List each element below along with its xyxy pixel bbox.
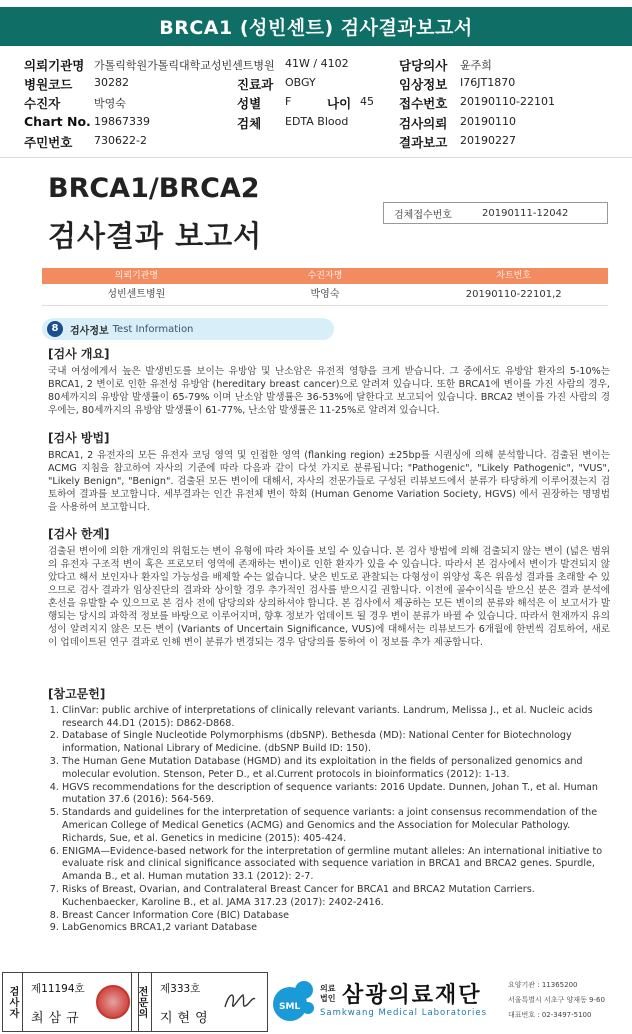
report-main-title: 검사결과 보고서 bbox=[48, 219, 263, 253]
info-value-cell: 성빈센트병원 bbox=[107, 289, 166, 300]
info-value-cell: 20190110-22101,2 bbox=[465, 289, 562, 300]
specialist-info bbox=[152, 973, 267, 1031]
institution-label: 의뢰기관명 bbox=[24, 58, 85, 73]
report-title: BRCA1 (성빈센트) 검사결과보고서 bbox=[159, 17, 473, 39]
footer bbox=[0, 970, 632, 1034]
overview-text: 국내 여성에게서 높은 발생빈도를 보이는 유방암 및 난소암은 유전적 영향을 크게 받습니다. 그 중에서도 유방암 환자의 5-10%는 BRCA1, 2 변이로 인한 유전성 유방암 (hereditary breast cancer)으로 알려져 있습니다. 또한 BRCA1에 변이를 가진 사람의 경우, 80세까지의 유방암 발생률이 65-79% 이며 난소암 발생률은 36-53%에 달한다고 보고되어 있습니다. BRCA2 변이를 가진 사람의 경우에는, 80세까지의 유방암 발생률이 61-77%, 난소암 발생률은 11-25%로 알려져 있습니다. bbox=[48, 366, 610, 416]
recipient-value: 박영숙 bbox=[94, 97, 126, 110]
info-header-cell: 수진자명 bbox=[307, 271, 343, 281]
top-banner bbox=[0, 0, 632, 50]
institution-value: 가톨릭학원가톨릭대학교성빈센트병원 bbox=[94, 59, 275, 72]
list-item: 8. Breast Cancer Information Core (BIC) Database bbox=[62, 910, 610, 923]
hospital-code-value: 30282 bbox=[94, 76, 129, 89]
limitations-text: 검출된 변이에 의한 개개인의 위험도는 변이 유형에 따라 차이를 보일 수 있습니다. 본 검사 방법에 의해 검출되지 않는 변이 (넓은 범위의 유전자 구조적 변이 혹은 프로모터 영역에 존재하는 변이)로 인한 환자가 있을 수 있습니다. 따라서 본 검사에서 변이가 발견되지 않았다고 해서 보인자나 환자일 가능성을 배제할 수는 없습니다. 낮은 빈도로 관찰되는 다형성이 위양성 혹은 위음성 결과를 초래할 수 있으므로 검사 결과가 임상진단의 결과와 상이할 경우 추가적인 검사를 받으시길 권합니다. 이전에 골수이식을 받으신 분은 결과 분석에 혼선을 유발할 수 있으므로 본 검사 전에 담당의와 상의하셔야 합니다. 본 검사에서 제공하는 모든 변이의 분류와 해석은 이 보고서가 발행되는 당시의 과학적 정보를 바탕으로 이루어지며, 향후 정보가 업데이트 될 경우 변이 분류가 바뀔 수 있습니다. 따라서 현재까지 유의성이 알려지지 않은 모든 변이 (Variants of Uncertain Significance, VUS)에 대해서는 리뷰보드가 6개월에 한번씩 검토하여, 새로이 업데이트된 연구 결과로 인해 변이 분류가 변경되는 경우 담당의를 통하여 이 정보를 추가 제공합니다. bbox=[48, 546, 610, 648]
contact-phone: 대표번호 : 02-3497-5100 bbox=[508, 1011, 592, 1019]
clinical-value: I76JT1870 bbox=[460, 76, 516, 89]
info-header-cell: 차트번호 bbox=[496, 271, 532, 281]
seal-stamp-icon bbox=[96, 985, 130, 1019]
list-item: 5. Standards and guidelines for the interpretation of sequence variants: a joint consensus recommendation of the American College of Medical Genetics (ACMG) and Genomics and the Association for Molecular Pathology. Richards, Sue, et al. Genetics in medicine (2015): 405-424. bbox=[62, 807, 610, 845]
contact-institution-code: 요양기관 : 11365200 bbox=[508, 981, 578, 989]
ward-value: 41W / 4102 bbox=[285, 57, 349, 70]
logo-prefix: 의료법인 bbox=[320, 984, 336, 1003]
specialist-signature-block bbox=[131, 972, 268, 1032]
section-number-icon: 8 bbox=[47, 321, 63, 337]
info-value-cell: 박영숙 bbox=[310, 289, 340, 300]
specimen-receipt-label: 검체접수번호 bbox=[394, 209, 452, 221]
request-value: 20190110 bbox=[460, 115, 516, 128]
doctor-value: 윤주희 bbox=[460, 59, 492, 72]
receipt-value: 20190110-22101 bbox=[460, 95, 555, 108]
overview-section bbox=[48, 348, 610, 417]
lab-logo bbox=[272, 970, 632, 1034]
department-label: 진료과 bbox=[237, 77, 274, 92]
limitations-heading: [검사 한계] bbox=[48, 527, 110, 541]
test-information-pill bbox=[42, 318, 334, 340]
rrn-label: 주민번호 bbox=[24, 135, 73, 150]
report-title-bar bbox=[0, 7, 632, 46]
inspector-signature-block bbox=[2, 972, 139, 1032]
divider bbox=[0, 157, 632, 161]
logo-name: 삼광의료재단 bbox=[342, 983, 482, 1008]
doctor-label: 담당의사 bbox=[399, 58, 448, 73]
lab-contact-info bbox=[508, 978, 605, 1023]
reference-list bbox=[48, 705, 610, 935]
specimen-value: EDTA Blood bbox=[285, 115, 349, 128]
overview-heading: [검사 개요] bbox=[48, 347, 110, 361]
info-table-row bbox=[42, 284, 608, 306]
age-label: 나이 bbox=[327, 96, 352, 111]
method-heading: [검사 방법] bbox=[48, 431, 110, 445]
logo-mark-text: SML bbox=[279, 1002, 301, 1012]
inspector-side-label: 검사자 bbox=[3, 973, 23, 1031]
method-section bbox=[48, 432, 610, 514]
references-heading: [참고문헌] bbox=[48, 687, 106, 701]
specimen-receipt-value: 20190111-12042 bbox=[482, 207, 569, 219]
references-section bbox=[48, 688, 610, 935]
sex-label: 성별 bbox=[237, 96, 262, 111]
hospital-code-label: 병원코드 bbox=[24, 77, 73, 92]
method-text: BRCA1, 2 유전자의 모든 유전자 코딩 영역 및 인접한 영역 (flanking region) ±25bp를 시퀀싱에 의해 분석합니다. 검출된 변이는 ACMG 지침을 참고하여 자사의 기준에 따라 다음과 같이 다섯 가지로 분류됩니다; "Pathogenic", "Likely Pathogenic", "VUS", "Likely Benign", "Benign". 검출된 모든 변이에 대해서, 자사의 전문가들로 구성된 리뷰보드에서 분류가 타당하게 이루어졌는지 검토하여 결과를 보고합니다. 세부결과는 인간 유전체 변이 학회 (Human Genome Variation Society, HGVS) 에서 권장하는 명명법을 사용하여 보고합니다. bbox=[48, 450, 610, 513]
recipient-label: 수진자 bbox=[24, 96, 61, 111]
clinical-label: 임상정보 bbox=[399, 77, 448, 92]
specialist-name: 지현영 bbox=[160, 1011, 213, 1026]
list-item: 7. Risks of Breast, Ovarian, and Contralateral Breast Cancer for BRCA1 and BRCA2 Mutation Carriers. Kuchenbaecker, Karoline B., et al. JAMA 317.23 (2017): 2402-2416. bbox=[62, 884, 610, 910]
info-table-header bbox=[42, 268, 608, 284]
logo-english-name: Samkwang Medical Laboratories bbox=[320, 1008, 488, 1018]
section-label-en: Test Information bbox=[112, 323, 194, 335]
list-item: 2. Database of Single Nucleotide Polymorphisms (dbSNP). Bethesda (MD): National Center for Biotechnology information, National Library of Medicine. (dbSNP Build ID: 150). bbox=[62, 730, 610, 756]
report-value: 20190227 bbox=[460, 134, 516, 147]
list-item: 9. LabGenomics BRCA1,2 variant Database bbox=[62, 922, 610, 935]
specimen-receipt-box bbox=[383, 202, 608, 224]
request-label: 검사의뢰 bbox=[399, 116, 448, 131]
list-item: 3. The Human Gene Mutation Database (HGMD) and its exploitation in the fields of personalized genomics and molecular evolution. Stenson, Peter D., et al.Current protocols in bioinformatics (2012): 1-13. bbox=[62, 756, 610, 782]
request-info-table bbox=[42, 268, 608, 308]
limitations-section bbox=[48, 528, 610, 649]
specialist-side-label: 전문의 bbox=[132, 973, 152, 1031]
section-label-ko: 검사정보 bbox=[70, 325, 109, 337]
specialist-license: 제333호 bbox=[160, 983, 201, 995]
sml-logo-icon bbox=[272, 978, 316, 1024]
inspector-info bbox=[23, 973, 138, 1031]
department-value: OBGY bbox=[285, 76, 316, 89]
specimen-label: 검체 bbox=[237, 116, 262, 131]
list-item: 6. ENIGMA—Evidence-based network for the interpretation of germline mutant alleles: An international initiative to evaluate risk and clinical significance associated with sequence variation in BRCA1 and BRCA2 genes. Spurdle, Amanda B., et al. Human mutation 33.1 (2012): 2-7. bbox=[62, 846, 610, 884]
rrn-value: 730622-2 bbox=[94, 134, 147, 147]
age-value: 45 bbox=[360, 95, 374, 108]
report-label: 결과보고 bbox=[399, 135, 448, 150]
list-item: 4. HGVS recommendations for the description of sequence variants: 2016 Update. Dunnen, Johan T., et al. Human mutation 37.6 (2016): 564-569. bbox=[62, 782, 610, 808]
chart-label: Chart No. bbox=[24, 114, 91, 129]
inspector-name: 최삼규 bbox=[31, 1011, 84, 1026]
patient-header bbox=[0, 52, 632, 152]
receipt-label: 접수번호 bbox=[399, 96, 448, 111]
info-header-cell: 의뢰기관명 bbox=[114, 271, 159, 281]
scanned-report bbox=[18, 164, 624, 964]
sex-value: F bbox=[285, 95, 292, 108]
list-item: 1. ClinVar: public archive of interpretations of clinically relevant variants. Landrum, Melissa J., et al. Nucleic acids research 44.D1 (2015): D862-D868. bbox=[62, 705, 610, 731]
inspector-license: 제11194호 bbox=[31, 983, 85, 995]
contact-address: 서울특별시 서초구 양재동 9-60 bbox=[508, 996, 605, 1004]
report-gene-title: BRCA1/BRCA2 bbox=[48, 173, 260, 204]
signature-icon bbox=[221, 987, 257, 1017]
chart-value: 19867339 bbox=[94, 115, 150, 128]
